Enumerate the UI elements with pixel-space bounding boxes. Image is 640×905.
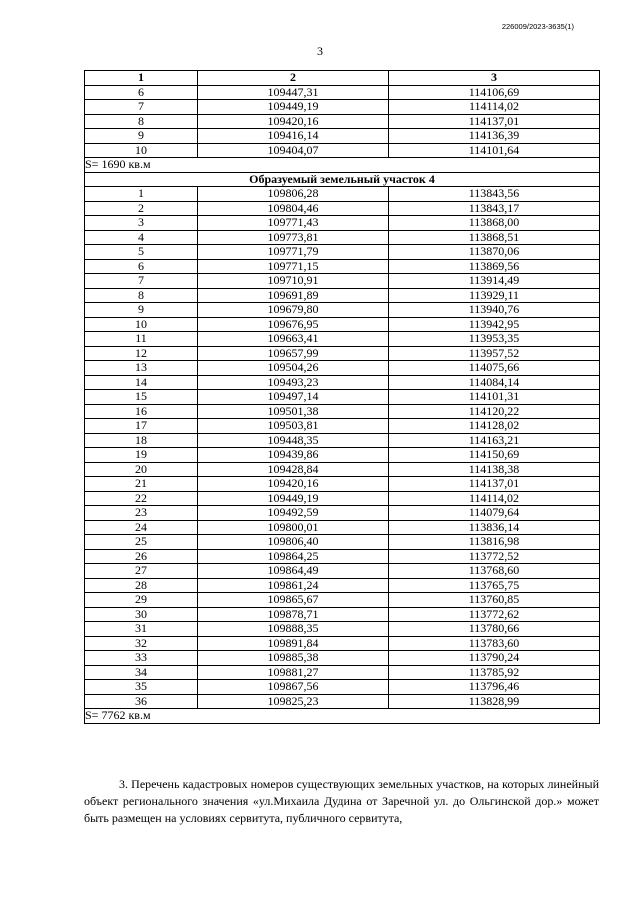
y-coordinate-cell: 114138,38: [389, 462, 600, 477]
area-row-parcel-4: [85, 709, 600, 724]
table-row: [85, 564, 600, 579]
x-coordinate-cell: 109404,07: [198, 143, 389, 158]
y-coordinate-cell: 113953,35: [389, 332, 600, 347]
y-coordinate-cell: 114075,66: [389, 361, 600, 376]
x-coordinate-cell: 109771,15: [198, 259, 389, 274]
table-row: [85, 245, 600, 260]
rows-parcel-4: [85, 187, 600, 709]
x-coordinate-cell: 109447,31: [198, 85, 389, 100]
table-row: [85, 404, 600, 419]
x-coordinate-cell: 109864,25: [198, 549, 389, 564]
table-row: [85, 303, 600, 318]
x-coordinate-cell: 109864,49: [198, 564, 389, 579]
y-coordinate-cell: 114084,14: [389, 375, 600, 390]
point-number-cell: 24: [85, 520, 198, 535]
x-coordinate-cell: 109501,38: [198, 404, 389, 419]
point-number-cell: 32: [85, 636, 198, 651]
point-number-cell: 14: [85, 375, 198, 390]
y-coordinate-cell: 113783,60: [389, 636, 600, 651]
table-row: [85, 477, 600, 492]
paragraph-3: 3. Перечень кадастровых номеров существующих земельных участков, на которых линейный объект регионального значения «ул.Михаила Дудина от Заречной ул. до Ольгинской дор.» может быть размещен на условиях сервитута, публичного сервитута,: [84, 777, 599, 825]
y-coordinate-cell: 114137,01: [389, 477, 600, 492]
point-number-cell: 21: [85, 477, 198, 492]
y-coordinate-cell: 114128,02: [389, 419, 600, 434]
table-row: [85, 448, 600, 463]
table-row: [85, 665, 600, 680]
x-coordinate-cell: 109771,79: [198, 245, 389, 260]
y-coordinate-cell: 113796,46: [389, 680, 600, 695]
x-coordinate-cell: 109428,84: [198, 462, 389, 477]
point-number-cell: 15: [85, 390, 198, 405]
table-header-row: [85, 71, 600, 86]
point-number-cell: 16: [85, 404, 198, 419]
table-row: [85, 680, 600, 695]
point-number-cell: 13: [85, 361, 198, 376]
table-row: [85, 535, 600, 550]
x-coordinate-cell: 109891,84: [198, 636, 389, 651]
table-row: [85, 317, 600, 332]
y-coordinate-cell: 113772,62: [389, 607, 600, 622]
point-number-cell: 9: [85, 129, 198, 144]
x-coordinate-cell: 109691,89: [198, 288, 389, 303]
point-number-cell: 17: [85, 419, 198, 434]
point-number-cell: 25: [85, 535, 198, 550]
area-parcel-4: S= 7762 кв.м: [85, 709, 600, 724]
x-coordinate-cell: 109804,46: [198, 201, 389, 216]
x-coordinate-cell: 109449,19: [198, 491, 389, 506]
point-number-cell: 33: [85, 651, 198, 666]
point-number-cell: 30: [85, 607, 198, 622]
y-coordinate-cell: 113828,99: [389, 694, 600, 709]
column-header-y: 3: [389, 71, 600, 86]
x-coordinate-cell: 109771,43: [198, 216, 389, 231]
x-coordinate-cell: 109679,80: [198, 303, 389, 318]
y-coordinate-cell: 113940,76: [389, 303, 600, 318]
table-row: [85, 549, 600, 564]
point-number-cell: 28: [85, 578, 198, 593]
table-row: [85, 129, 600, 144]
point-number-cell: 1: [85, 187, 198, 202]
table-row: [85, 230, 600, 245]
table-row: [85, 651, 600, 666]
table-row: [85, 201, 600, 216]
point-number-cell: 7: [85, 100, 198, 115]
table-row: [85, 520, 600, 535]
y-coordinate-cell: 113868,51: [389, 230, 600, 245]
x-coordinate-cell: 109493,23: [198, 375, 389, 390]
point-number-cell: 7: [85, 274, 198, 289]
page-number: 3: [317, 44, 323, 58]
table-row: [85, 143, 600, 158]
table-row: [85, 100, 600, 115]
y-coordinate-cell: 113914,49: [389, 274, 600, 289]
point-number-cell: 6: [85, 85, 198, 100]
table-row: [85, 361, 600, 376]
table-row: [85, 375, 600, 390]
table-row: [85, 462, 600, 477]
table-row: [85, 622, 600, 637]
x-coordinate-cell: 109449,19: [198, 100, 389, 115]
point-number-cell: 2: [85, 201, 198, 216]
x-coordinate-cell: 109497,14: [198, 390, 389, 405]
y-coordinate-cell: 113870,06: [389, 245, 600, 260]
x-coordinate-cell: 109503,81: [198, 419, 389, 434]
table-row: [85, 607, 600, 622]
y-coordinate-cell: 113768,60: [389, 564, 600, 579]
y-coordinate-cell: 113869,56: [389, 259, 600, 274]
table-row: [85, 433, 600, 448]
table-row: [85, 85, 600, 100]
table-row: [85, 332, 600, 347]
y-coordinate-cell: 113780,66: [389, 622, 600, 637]
point-number-cell: 23: [85, 506, 198, 521]
point-number-cell: 36: [85, 694, 198, 709]
area-row-previous: [85, 158, 600, 173]
x-coordinate-cell: 109867,56: [198, 680, 389, 695]
x-coordinate-cell: 109861,24: [198, 578, 389, 593]
point-number-cell: 35: [85, 680, 198, 695]
section-title: Образуемый земельный участок 4: [85, 172, 600, 187]
y-coordinate-cell: 113942,95: [389, 317, 600, 332]
y-coordinate-cell: 113760,85: [389, 593, 600, 608]
x-coordinate-cell: 109657,99: [198, 346, 389, 361]
y-coordinate-cell: 114079,64: [389, 506, 600, 521]
y-coordinate-cell: 114163,21: [389, 433, 600, 448]
x-coordinate-cell: 109881,27: [198, 665, 389, 680]
y-coordinate-cell: 114137,01: [389, 114, 600, 129]
x-coordinate-cell: 109416,14: [198, 129, 389, 144]
section-row: [85, 172, 600, 187]
x-coordinate-cell: 109806,28: [198, 187, 389, 202]
x-coordinate-cell: 109420,16: [198, 114, 389, 129]
point-number-cell: 20: [85, 462, 198, 477]
point-number-cell: 19: [85, 448, 198, 463]
y-coordinate-cell: 113843,56: [389, 187, 600, 202]
y-coordinate-cell: 113843,17: [389, 201, 600, 216]
point-number-cell: 12: [85, 346, 198, 361]
x-coordinate-cell: 109800,01: [198, 520, 389, 535]
y-coordinate-cell: 113785,92: [389, 665, 600, 680]
table-row: [85, 578, 600, 593]
table-row: [85, 346, 600, 361]
point-number-cell: 31: [85, 622, 198, 637]
table-row: [85, 216, 600, 231]
x-coordinate-cell: 109448,35: [198, 433, 389, 448]
point-number-cell: 9: [85, 303, 198, 318]
x-coordinate-cell: 109806,40: [198, 535, 389, 550]
table-row: [85, 288, 600, 303]
y-coordinate-cell: 114150,69: [389, 448, 600, 463]
y-coordinate-cell: 114114,02: [389, 491, 600, 506]
document-code: 226009/2023-3635(1): [501, 22, 574, 31]
y-coordinate-cell: 113957,52: [389, 346, 600, 361]
area-previous: S= 1690 кв.м: [85, 158, 600, 173]
table-row: [85, 187, 600, 202]
x-coordinate-cell: 109885,38: [198, 651, 389, 666]
x-coordinate-cell: 109492,59: [198, 506, 389, 521]
y-coordinate-cell: 113868,00: [389, 216, 600, 231]
table-row: [85, 419, 600, 434]
coordinates-table: [84, 70, 600, 724]
column-header-x: 2: [198, 71, 389, 86]
point-number-cell: 27: [85, 564, 198, 579]
point-number-cell: 6: [85, 259, 198, 274]
column-header-point: 1: [85, 71, 198, 86]
table-row: [85, 593, 600, 608]
x-coordinate-cell: 109888,35: [198, 622, 389, 637]
point-number-cell: 10: [85, 317, 198, 332]
x-coordinate-cell: 109504,26: [198, 361, 389, 376]
point-number-cell: 11: [85, 332, 198, 347]
y-coordinate-cell: 113929,11: [389, 288, 600, 303]
y-coordinate-cell: 114101,64: [389, 143, 600, 158]
y-coordinate-cell: 114101,31: [389, 390, 600, 405]
x-coordinate-cell: 109676,95: [198, 317, 389, 332]
y-coordinate-cell: 113772,52: [389, 549, 600, 564]
x-coordinate-cell: 109865,67: [198, 593, 389, 608]
y-coordinate-cell: 113790,24: [389, 651, 600, 666]
point-number-cell: 26: [85, 549, 198, 564]
point-number-cell: 18: [85, 433, 198, 448]
y-coordinate-cell: 114106,69: [389, 85, 600, 100]
x-coordinate-cell: 109420,16: [198, 477, 389, 492]
y-coordinate-cell: 113836,14: [389, 520, 600, 535]
point-number-cell: 3: [85, 216, 198, 231]
x-coordinate-cell: 109663,41: [198, 332, 389, 347]
table-row: [85, 694, 600, 709]
table-row: [85, 259, 600, 274]
point-number-cell: 34: [85, 665, 198, 680]
table-row: [85, 506, 600, 521]
rows-previous-parcel: [85, 85, 600, 158]
table-row: [85, 636, 600, 651]
point-number-cell: 22: [85, 491, 198, 506]
point-number-cell: 5: [85, 245, 198, 260]
y-coordinate-cell: 113765,75: [389, 578, 600, 593]
y-coordinate-cell: 114120,22: [389, 404, 600, 419]
x-coordinate-cell: 109825,23: [198, 694, 389, 709]
y-coordinate-cell: 114136,39: [389, 129, 600, 144]
point-number-cell: 4: [85, 230, 198, 245]
point-number-cell: 8: [85, 288, 198, 303]
point-number-cell: 8: [85, 114, 198, 129]
point-number-cell: 29: [85, 593, 198, 608]
y-coordinate-cell: 114114,02: [389, 100, 600, 115]
x-coordinate-cell: 109710,91: [198, 274, 389, 289]
x-coordinate-cell: 109439,86: [198, 448, 389, 463]
x-coordinate-cell: 109773,81: [198, 230, 389, 245]
y-coordinate-cell: 113816,98: [389, 535, 600, 550]
table-row: [85, 274, 600, 289]
point-number-cell: 10: [85, 143, 198, 158]
table-row: [85, 390, 600, 405]
table-row: [85, 491, 600, 506]
x-coordinate-cell: 109878,71: [198, 607, 389, 622]
table-row: [85, 114, 600, 129]
